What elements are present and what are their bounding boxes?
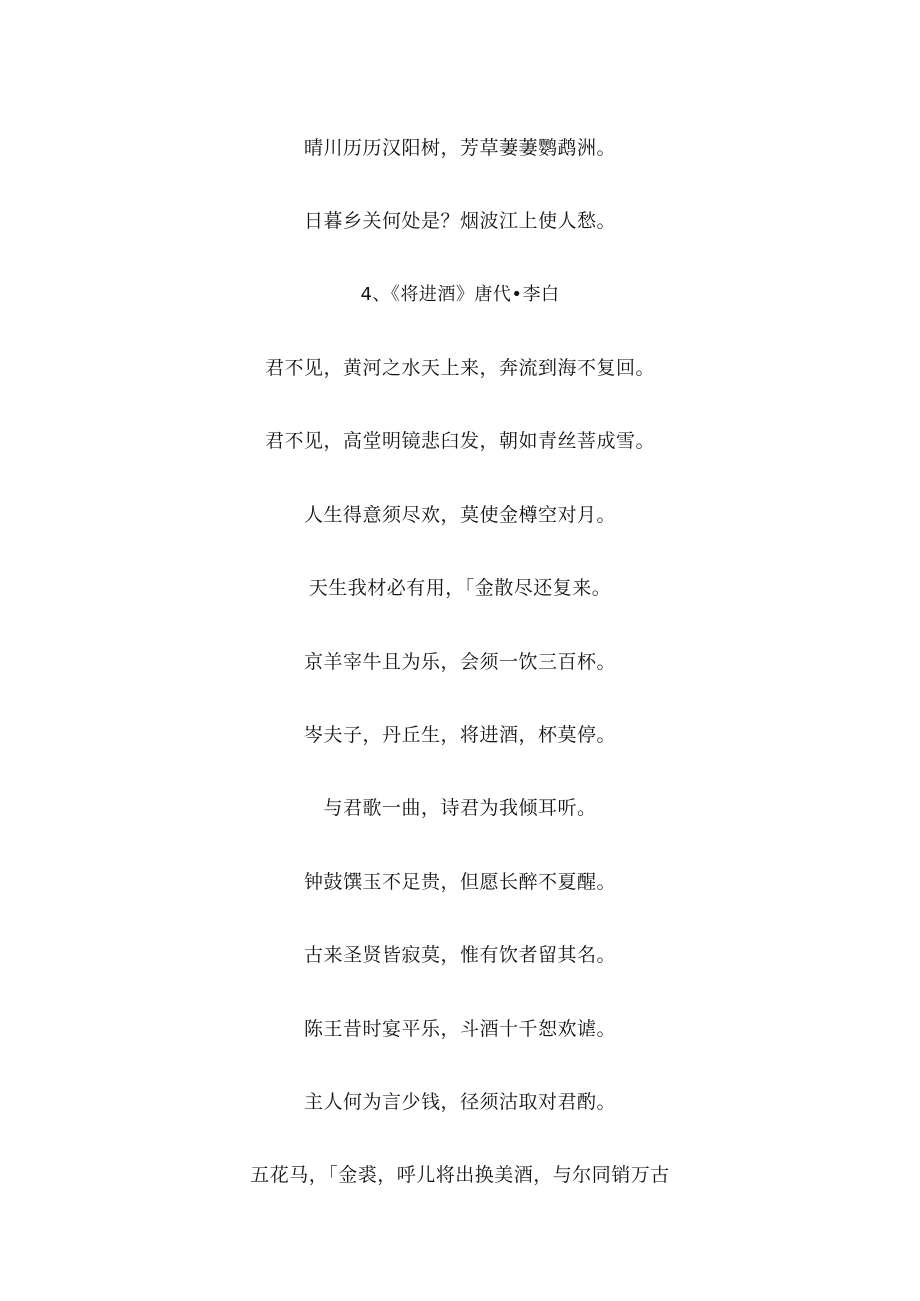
- poem-line: 京羊宰牛且为乐，会须一饮三百杯。: [303, 651, 616, 673]
- poem-line: 人生得意须尽欢，莫使金樽空对月。: [303, 504, 616, 526]
- poem-title-heading: 4、《将进酒》唐代•李白: [360, 284, 560, 305]
- poem-line: 古来圣贤皆寂莫，惟有饮者留其名。: [303, 944, 616, 966]
- poem-line: 五花马，「金裘，呼儿将出换美酒，与尔同销万古: [250, 1164, 670, 1186]
- poem-line: 与君歌一曲，诗君为我倾耳听。: [323, 797, 597, 819]
- poem-line: 天生我材必有用，「金散尽还复来。: [308, 577, 612, 599]
- poem-line: 岑夫子，丹丘生，将进酒，杯莫停。: [303, 724, 616, 746]
- poem-line: 晴川历历汉阳树，芳草萋萋鹦鹉洲。: [303, 137, 616, 159]
- poem-line: 日暮乡关何处是？烟波江上使人愁。: [303, 210, 616, 232]
- poem-line: 陈王昔时宴平乐，斗酒十千恕欢谑。: [303, 1018, 616, 1040]
- poem-line: 主人何为言少钱，径须沽取对君酌。: [303, 1091, 616, 1113]
- poem-line: 钟鼓馔玉不足贵，但愿长醉不夏醒。: [303, 871, 616, 893]
- poem-line: 君不见，黄河之水天上来，奔流到海不复回。: [264, 357, 655, 379]
- poem-line: 君不见，高堂明镜悲臼发，朝如青丝菩成雪。: [264, 430, 655, 452]
